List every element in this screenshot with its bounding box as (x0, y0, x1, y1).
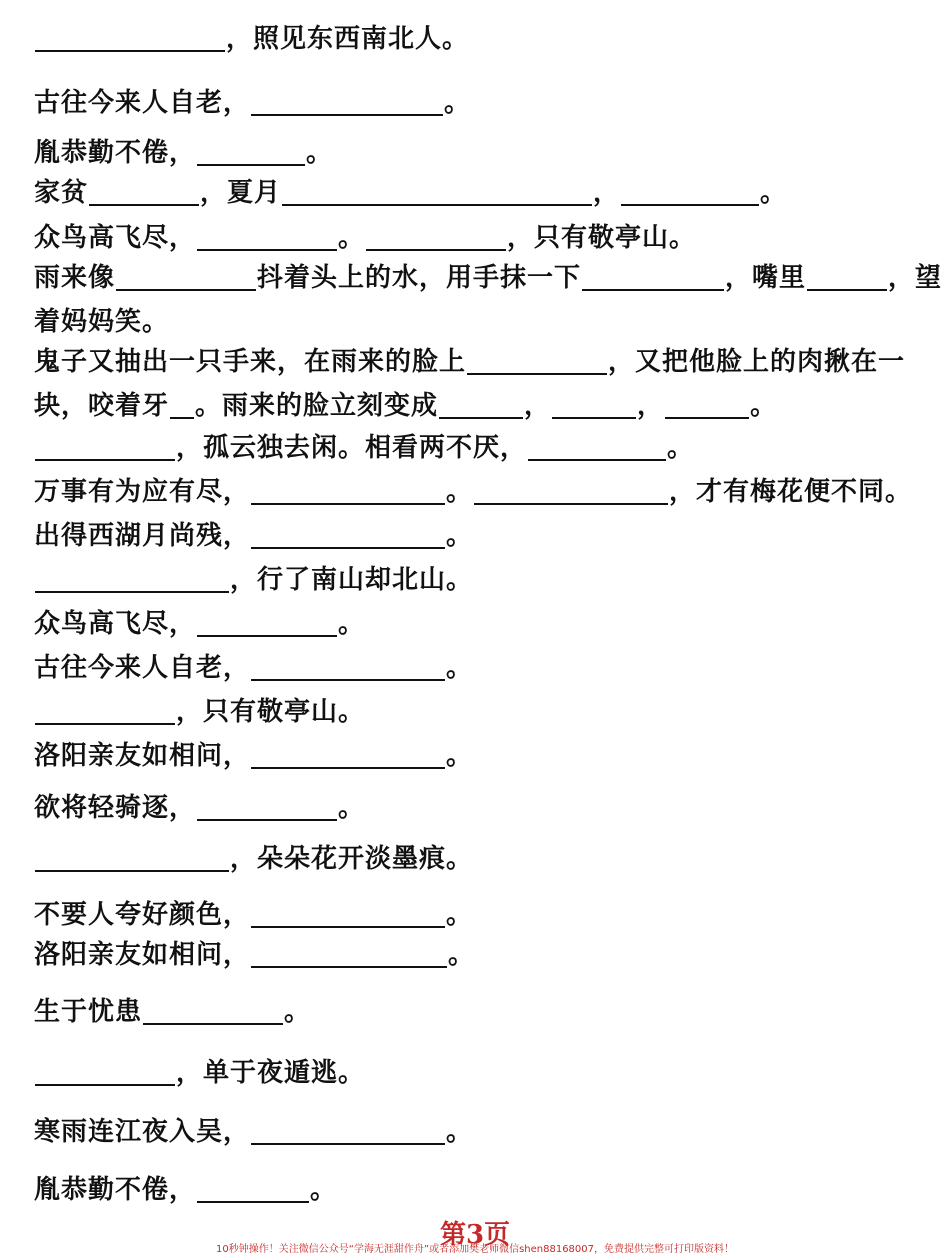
sentence-text: 古往今来人自老， (34, 653, 251, 683)
sentence-line (34, 999, 311, 1025)
sentence-text: 。 (444, 88, 472, 118)
answer-blank[interactable] (35, 435, 175, 461)
answer-blank[interactable] (251, 655, 445, 681)
sentence-text: 。 (448, 940, 476, 970)
sentence-line (34, 1060, 365, 1086)
sentence-line (34, 393, 777, 419)
answer-blank[interactable] (582, 265, 724, 291)
sentence-line (34, 265, 942, 291)
answer-blank[interactable] (807, 265, 887, 291)
answer-blank[interactable] (197, 795, 337, 821)
sentence-line (34, 180, 787, 206)
sentence-text: 家贫 (34, 178, 89, 208)
answer-blank[interactable] (251, 1119, 445, 1145)
sentence-text: 。 (760, 178, 788, 208)
sentence-text: 欲将轻骑逐， (34, 793, 197, 823)
sentence-text: 。 (446, 521, 474, 551)
sentence-line (34, 1177, 337, 1203)
sentence-text: 抖着头上的水，用手抹一下 (257, 263, 582, 293)
answer-blank[interactable] (170, 393, 194, 419)
sentence-text: 洛阳亲友如相问， (34, 940, 251, 970)
sentence-text: ，只有敬亭山。 (176, 697, 366, 727)
answer-blank[interactable] (251, 942, 447, 968)
answer-blank[interactable] (35, 1060, 175, 1086)
answer-blank[interactable] (251, 743, 445, 769)
answer-blank[interactable] (35, 699, 175, 725)
answer-blank[interactable] (366, 225, 506, 251)
sentence-text: 不要人夸好颜色， (34, 900, 251, 930)
sentence-text: 万事有为应有尽， (34, 477, 251, 507)
sentence-line (34, 309, 169, 335)
sentence-text: ，嘴里 (725, 263, 807, 293)
sentence-line (34, 567, 473, 593)
sentence-text: 。 (310, 1175, 338, 1205)
answer-blank[interactable] (35, 567, 229, 593)
sentence-text: ，朵朵花开淡墨痕。 (230, 844, 474, 874)
sentence-text: ，孤云独去闲。相看两不厌， (176, 433, 528, 463)
answer-blank[interactable] (251, 479, 445, 505)
sentence-text: 。 (667, 433, 695, 463)
sentence-line (34, 26, 469, 52)
sentence-text: ， (524, 391, 552, 421)
sentence-text: ， (593, 178, 621, 208)
sentence-text: 。 (750, 391, 778, 421)
sentence-line (34, 90, 471, 116)
sentence-text: 出得西湖月尚残， (34, 521, 251, 551)
footer-note: 10秒钟操作！关注微信公众号“学海无涯甜作舟”或者添加樊老师微信shen88168007，免费提供完整可打印版资料！ (215, 1244, 735, 1255)
sentence-text: 。 (338, 793, 366, 823)
sentence-text: 着妈妈笑。 (34, 307, 170, 337)
sentence-text: ， (637, 391, 665, 421)
sentence-text: ，又把他脸上的肉揪在一 (608, 347, 906, 377)
answer-blank[interactable] (251, 902, 445, 928)
sentence-text: 。 (446, 1117, 474, 1147)
answer-blank[interactable] (251, 90, 443, 116)
sentence-text: 众鸟高飞尽， (34, 609, 197, 639)
sentence-line (34, 140, 333, 166)
sentence-line (34, 795, 365, 821)
answer-blank[interactable] (251, 523, 445, 549)
sentence-line (34, 743, 473, 769)
sentence-line (34, 699, 365, 725)
answer-blank[interactable] (89, 180, 199, 206)
sentence-text: 鬼子又抽出一只手来，在雨来的脸上 (34, 347, 467, 377)
answer-blank[interactable] (197, 225, 337, 251)
sentence-text: 。 (446, 653, 474, 683)
sentence-line (34, 611, 365, 637)
sentence-text: ，夏月 (200, 178, 282, 208)
sentence-text: 胤恭勤不倦， (34, 1175, 197, 1205)
sentence-text: 。 (338, 609, 366, 639)
answer-blank[interactable] (621, 180, 759, 206)
answer-blank[interactable] (474, 479, 668, 505)
answer-blank[interactable] (197, 140, 305, 166)
sentence-text: 。 (338, 223, 366, 253)
answer-blank[interactable] (35, 846, 229, 872)
sentence-line (34, 1119, 473, 1145)
answer-blank[interactable] (282, 180, 592, 206)
sentence-text: 雨来像 (34, 263, 116, 293)
sentence-line (34, 902, 473, 928)
answer-blank[interactable] (528, 435, 666, 461)
sentence-line (34, 846, 473, 872)
sentence-text: ，只有敬亭山。 (507, 223, 697, 253)
sentence-line (34, 435, 694, 461)
sentence-text: 寒雨连江夜入吴， (34, 1117, 251, 1147)
sentence-line (34, 655, 473, 681)
sentence-text: 。 (446, 741, 474, 771)
sentence-text: ，照见东西南北人。 (226, 24, 470, 54)
sentence-text: 生于忧患 (34, 997, 143, 1027)
answer-blank[interactable] (143, 999, 283, 1025)
sentence-text: 古往今来人自老， (34, 88, 251, 118)
answer-blank[interactable] (35, 26, 225, 52)
answer-blank[interactable] (552, 393, 636, 419)
sentence-text: 。 (446, 900, 474, 930)
sentence-text: 胤恭勤不倦， (34, 138, 197, 168)
sentence-text: 。 (284, 997, 312, 1027)
sentence-text: ，才有梅花便不同。 (669, 477, 913, 507)
answer-blank[interactable] (467, 349, 607, 375)
sentence-line (34, 225, 696, 251)
answer-blank[interactable] (439, 393, 523, 419)
sentence-text: 。雨来的脸立刻变成 (195, 391, 439, 421)
sentence-text: ，单于夜遁逃。 (176, 1058, 366, 1088)
sentence-text: ，行了南山却北山。 (230, 565, 474, 595)
sentence-line (34, 479, 912, 505)
sentence-line (34, 349, 905, 375)
answer-blank[interactable] (197, 611, 337, 637)
sentence-text: ，望 (888, 263, 943, 293)
sentence-text: 块，咬着牙 (34, 391, 170, 421)
sentence-text: 。 (446, 477, 474, 507)
sentence-line (34, 942, 475, 968)
answer-blank[interactable] (197, 1177, 309, 1203)
answer-blank[interactable] (665, 393, 749, 419)
sentence-line (34, 523, 473, 549)
sentence-text: 。 (306, 138, 334, 168)
answer-blank[interactable] (116, 265, 256, 291)
sentence-text: 洛阳亲友如相问， (34, 741, 251, 771)
page-number: 第3页 (439, 1220, 511, 1250)
sentence-text: 众鸟高飞尽， (34, 223, 197, 253)
